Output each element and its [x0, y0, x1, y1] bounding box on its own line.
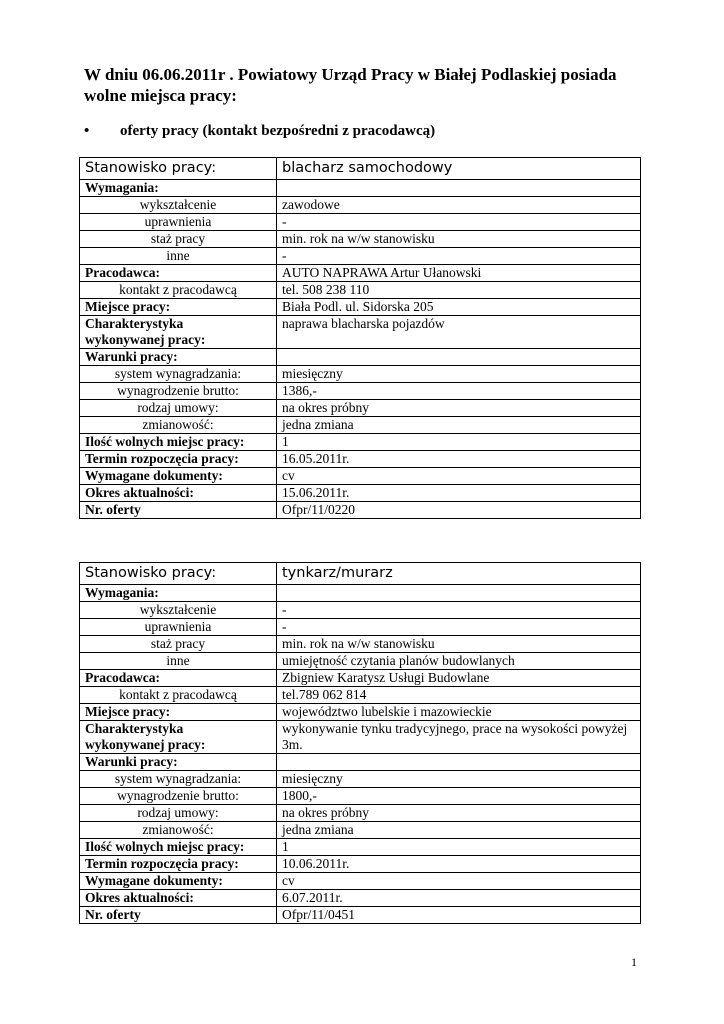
education-label: wykształcenie [80, 602, 277, 619]
table-row [80, 299, 641, 316]
requirements-value [277, 180, 641, 197]
description-label [80, 721, 277, 754]
pay-system-label: system wynagradzania: [80, 366, 277, 383]
table-row [80, 670, 641, 687]
employer-value: AUTO NAPRAWA Artur Ułanowski [277, 265, 641, 282]
permissions-label: uprawnienia [80, 619, 277, 636]
start-date-value: 16.05.2011r. [277, 451, 641, 468]
position-value: blacharz samochodowy [277, 158, 641, 180]
table-row [80, 451, 641, 468]
contact-label: kontakt z pracodawcą [80, 282, 277, 299]
table-row [80, 366, 641, 383]
table-row [80, 619, 641, 636]
table-row [80, 704, 641, 721]
table-row [80, 282, 641, 299]
education-value: - [277, 602, 641, 619]
start-date-value: 10.06.2011r. [277, 856, 641, 873]
permissions-label: uprawnienia [80, 214, 277, 231]
table-row [80, 400, 641, 417]
offer-number-value: Ofpr/11/0451 [277, 907, 641, 924]
gross-pay-value: 1800,- [277, 788, 641, 805]
conditions-label: Warunki pracy: [80, 349, 277, 366]
documents-label: Wymagane dokumenty: [80, 873, 277, 890]
table-row [80, 907, 641, 924]
table-row [80, 721, 641, 754]
description-label [80, 316, 277, 349]
table-row [80, 856, 641, 873]
offer-number-label: Nr. oferty [80, 907, 277, 924]
workplace-label: Miejsce pracy: [80, 299, 277, 316]
employer-value: Zbigniew Karatysz Usługi Budowlane [277, 670, 641, 687]
contact-label: kontakt z pracodawcą [80, 687, 277, 704]
table-row [80, 197, 641, 214]
valid-until-label: Okres aktualności: [80, 890, 277, 907]
gross-pay-value: 1386,- [277, 383, 641, 400]
table-row [80, 653, 641, 670]
table-row [80, 563, 641, 585]
bullet-symbol: • [84, 123, 90, 139]
other-value: - [277, 248, 641, 265]
table-row [80, 890, 641, 907]
workplace-value: województwo lubelskie i mazowieckie [277, 704, 641, 721]
valid-until-value: 6.07.2011r. [277, 890, 641, 907]
description-label-line-1: Charakterystyka [85, 316, 184, 331]
table-row [80, 417, 641, 434]
requirements-label: Wymagania: [80, 585, 277, 602]
requirements-label: Wymagania: [80, 180, 277, 197]
table-row [80, 636, 641, 653]
page-heading: W dniu 06.06.2011r . Powiatowy Urząd Pracy w Białej Podlaskiej posiada wolne miejsca pracy: [84, 65, 617, 105]
table-row [80, 805, 641, 822]
shifts-label: zmianowość: [80, 417, 277, 434]
requirements-value [277, 585, 641, 602]
table-row [80, 822, 641, 839]
other-value: umiejętność czytania planów budowlanych [277, 653, 641, 670]
table-row [80, 316, 641, 349]
job-offer-table [79, 157, 641, 519]
description-value: naprawa blacharska pojazdów [277, 316, 641, 349]
contract-label: rodzaj umowy: [80, 805, 277, 822]
documents-value: cv [277, 468, 641, 485]
experience-label: staż pracy [80, 231, 277, 248]
table-row [80, 839, 641, 856]
table-row [80, 248, 641, 265]
description-label-line-2: wykonywanej pracy: [85, 332, 206, 347]
contract-value: na okres próbny [277, 400, 641, 417]
contract-value: na okres próbny [277, 805, 641, 822]
table-row [80, 231, 641, 248]
workplace-label: Miejsce pracy: [80, 704, 277, 721]
vacancies-value: 1 [277, 434, 641, 451]
start-date-label: Termin rozpoczęcia pracy: [80, 856, 277, 873]
position-label: Stanowisko pracy: [80, 563, 277, 585]
bullet-item [84, 122, 435, 140]
conditions-label: Warunki pracy: [80, 754, 277, 771]
table-row [80, 771, 641, 788]
table-row [80, 265, 641, 282]
valid-until-label: Okres aktualności: [80, 485, 277, 502]
table-row [80, 158, 641, 180]
table-row [80, 349, 641, 366]
table-row [80, 485, 641, 502]
vacancies-label: Ilość wolnych miejsc pracy: [80, 839, 277, 856]
description-value: wykonywanie tynku tradycyjnego, prace na wysokości powyżej 3m. [277, 721, 641, 754]
permissions-value: - [277, 619, 641, 636]
other-label: inne [80, 248, 277, 265]
job-offer-table [79, 562, 641, 924]
vacancies-label: Ilość wolnych miejsc pracy: [80, 434, 277, 451]
table-row [80, 180, 641, 197]
table-row [80, 214, 641, 231]
position-label: Stanowisko pracy: [80, 158, 277, 180]
documents-label: Wymagane dokumenty: [80, 468, 277, 485]
workplace-value: Biała Podl. ul. Sidorska 205 [277, 299, 641, 316]
experience-label: staż pracy [80, 636, 277, 653]
offer-number-value: Ofpr/11/0220 [277, 502, 641, 519]
gross-pay-label: wynagrodzenie brutto: [80, 788, 277, 805]
description-label-line-1: Charakterystyka [85, 721, 184, 736]
table-row [80, 468, 641, 485]
shifts-value: jedna zmiana [277, 417, 641, 434]
pay-system-label: system wynagradzania: [80, 771, 277, 788]
page-number: 1 [631, 955, 637, 969]
gross-pay-label: wynagrodzenie brutto: [80, 383, 277, 400]
table-row [80, 383, 641, 400]
conditions-value [277, 754, 641, 771]
start-date-label: Termin rozpoczęcia pracy: [80, 451, 277, 468]
conditions-value [277, 349, 641, 366]
table-row [80, 873, 641, 890]
documents-value: cv [277, 873, 641, 890]
table-row [80, 434, 641, 451]
table-row [80, 602, 641, 619]
contact-value: tel. 508 238 110 [277, 282, 641, 299]
permissions-value: - [277, 214, 641, 231]
table-row [80, 788, 641, 805]
education-label: wykształcenie [80, 197, 277, 214]
table-row [80, 502, 641, 519]
education-value: zawodowe [277, 197, 641, 214]
vacancies-value: 1 [277, 839, 641, 856]
experience-value: min. rok na w/w stanowisku [277, 231, 641, 248]
table-row [80, 585, 641, 602]
shifts-label: zmianowość: [80, 822, 277, 839]
bullet-text: oferty pracy (kontakt bezpośredni z pracodawcą) [120, 123, 436, 139]
table-row [80, 687, 641, 704]
other-label: inne [80, 653, 277, 670]
pay-system-value: miesięczny [277, 366, 641, 383]
experience-value: min. rok na w/w stanowisku [277, 636, 641, 653]
table-row [80, 754, 641, 771]
shifts-value: jedna zmiana [277, 822, 641, 839]
contact-value: tel.789 062 814 [277, 687, 641, 704]
position-value: tynkarz/murarz [277, 563, 641, 585]
valid-until-value: 15.06.2011r. [277, 485, 641, 502]
employer-label: Pracodawca: [80, 265, 277, 282]
employer-label: Pracodawca: [80, 670, 277, 687]
description-label-line-2: wykonywanej pracy: [85, 737, 206, 752]
contract-label: rodzaj umowy: [80, 400, 277, 417]
offer-number-label: Nr. oferty [80, 502, 277, 519]
pay-system-value: miesięczny [277, 771, 641, 788]
